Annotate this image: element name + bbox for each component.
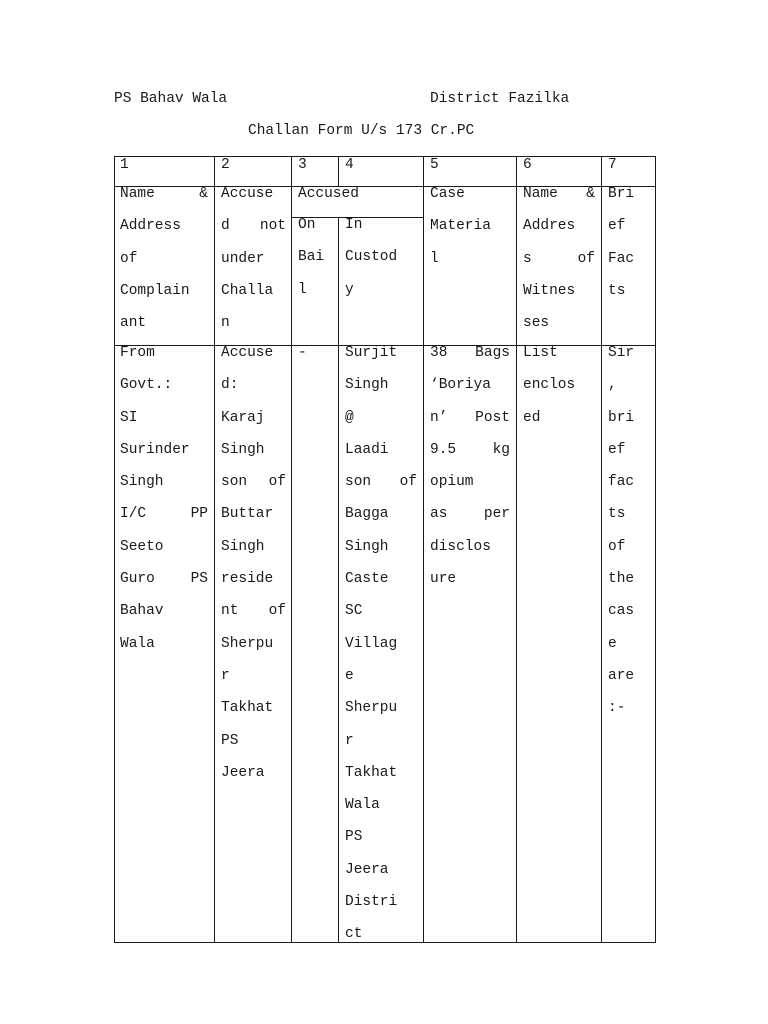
- col-number-1: 1: [120, 157, 129, 173]
- form-title: Challan Form U/s 173 Cr.PC: [248, 123, 475, 139]
- row-not-challaned: Accuse d: Karaj Singh son of Buttar Singh reside nt of Sherpu r Takhat PS Jeera: [221, 345, 286, 781]
- header-not-challaned: Accuse d not under Challa n: [221, 186, 286, 332]
- col-number-3: 3: [298, 157, 307, 173]
- row-on-bail: -: [298, 345, 307, 361]
- header-on-bail: On Bai l: [298, 217, 325, 298]
- col-number-2: 2: [221, 157, 230, 173]
- row-witnesses: List enclos ed: [523, 345, 576, 426]
- row-in-custody: Surjit Singh @ Laadi son of Bagga Singh Caste SC Villag e Sherpu r Takhat Wala PS Jeera Distri ct: [345, 345, 417, 943]
- header-brief-facts: Bri ef Fac ts: [608, 186, 635, 299]
- row-case-material: 38 Bags ‘Boriya n’ Post 9.5 kg opium as per disclos ure: [430, 345, 510, 588]
- col-number-7: 7: [608, 157, 617, 173]
- row-complainant: From Govt.: SI Surinder Singh I/C PP Seeto Guro PS Bahav Wala: [120, 345, 208, 652]
- header-complainant: Name & Address of Complain ant: [120, 186, 208, 332]
- police-station-label: PS Bahav Wala: [114, 91, 228, 107]
- header-accused-group: Accused: [298, 186, 359, 202]
- header-case-material: Case Materia l: [430, 186, 491, 267]
- col-number-5: 5: [430, 157, 439, 173]
- col-number-6: 6: [523, 157, 532, 173]
- district-label: District Fazilka: [430, 91, 570, 107]
- header-witnesses: Name & Addres s of Witnes ses: [523, 186, 595, 332]
- row-brief-facts: Sir , bri ef fac ts of the cas e are :-: [608, 345, 635, 717]
- col-number-4: 4: [345, 157, 354, 173]
- header-in-custody: In Custod y: [345, 217, 398, 298]
